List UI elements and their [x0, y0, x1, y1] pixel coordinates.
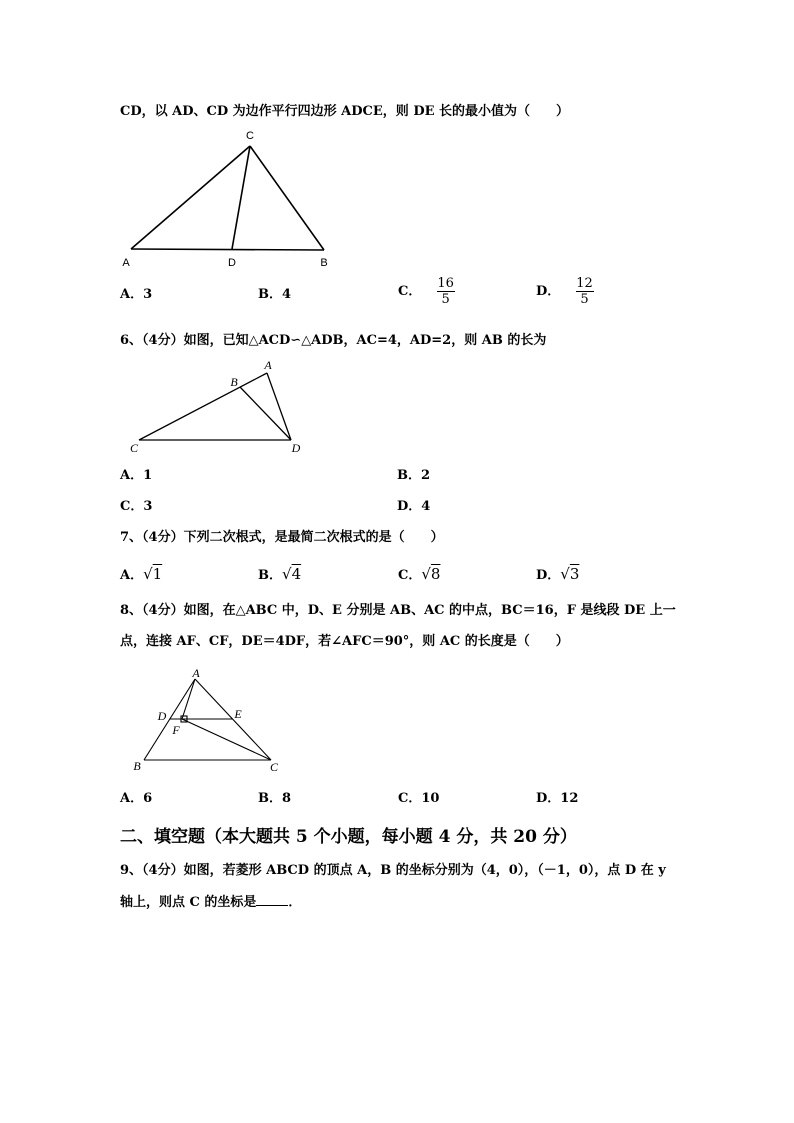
answer-blank[interactable]: [256, 893, 288, 906]
section-title: 二、填空题（本大题共 5 个小题，每小题 4 分，共 20 分）: [120, 827, 577, 847]
q5-option-c[interactable]: C． $\frac{16}{5}$: [398, 276, 454, 307]
q8-label-a: A: [192, 666, 200, 680]
q8-stem-line2: 点，连接 AF、CF，DE＝4DF，若∠AFC＝90°，则 AC 的长度是（ ）: [120, 634, 569, 649]
sqrt-symbol: √1: [143, 565, 163, 583]
q5-label-d: D: [228, 257, 236, 269]
q5-stem: CD，以 AD、CD 为边作平行四边形 ADCE，则 DE 长的最小值为（ ）: [120, 104, 570, 119]
q5-option-d[interactable]: D． $\frac{12}{5}$: [536, 276, 593, 307]
q5-label-c: C: [246, 130, 254, 142]
q5-label-a: A: [122, 257, 130, 269]
q7-option-b[interactable]: B．√4: [258, 565, 302, 583]
q6-label-c: C: [129, 441, 139, 455]
q8-label-c: C: [269, 760, 279, 774]
q8-option-d[interactable]: D．12: [536, 791, 579, 806]
q5-option-a[interactable]: A．3: [120, 287, 153, 302]
q5-label-b: B: [320, 257, 328, 269]
q7-stem: 7、（4分）下列二次根式，是最简二次根式的是（ ）: [120, 530, 444, 545]
sqrt-symbol: √8: [421, 565, 441, 583]
q6-label-d: D: [291, 441, 301, 455]
q7-option-d[interactable]: D．√3: [536, 565, 580, 583]
q5-option-b[interactable]: B．4: [258, 287, 292, 302]
q6-option-c[interactable]: C．3: [120, 499, 153, 514]
sqrt-symbol: √3: [560, 565, 580, 583]
q6-option-a[interactable]: A．1: [120, 468, 153, 483]
sqrt-symbol: √4: [282, 565, 302, 583]
q8-option-c[interactable]: C．10: [398, 791, 440, 806]
q6-label-b: B: [230, 375, 238, 389]
q6-option-b[interactable]: B．2: [397, 468, 431, 483]
fraction: $\frac{16}{5}$: [437, 276, 454, 307]
q7-option-a[interactable]: A．√1: [120, 565, 163, 583]
q6-option-d[interactable]: D．4: [397, 499, 431, 514]
q7-option-c[interactable]: C．√8: [398, 565, 441, 583]
q9-stem-line1: 9、（4分）如图，若菱形 ABCD 的顶点 A，B 的坐标分别为（4，0），（－1，0），点 D 在 y: [120, 863, 666, 878]
q9-stem-line2: 轴上，则点 C 的坐标是 ．: [120, 895, 302, 910]
q8-label-f: F: [172, 723, 180, 737]
q6-stem: 6、（4分）如图，已知△ACD∽△ADB，AC=4，AD=2，则 AB 的长为: [120, 333, 547, 348]
q8-option-b[interactable]: B．8: [258, 791, 292, 806]
fraction: $\frac{12}{5}$: [576, 276, 593, 307]
q8-label-d: D: [157, 709, 167, 723]
q6-label-a: A: [264, 358, 272, 372]
q8-label-b: B: [133, 759, 141, 773]
q8-stem-line1: 8、（4分）如图，在△ABC 中，D、E 分别是 AB、AC 的中点，BC＝16，F 是线段 DE 上一: [120, 603, 676, 618]
q8-option-a[interactable]: A．6: [120, 791, 153, 806]
q8-label-e: E: [234, 707, 242, 721]
